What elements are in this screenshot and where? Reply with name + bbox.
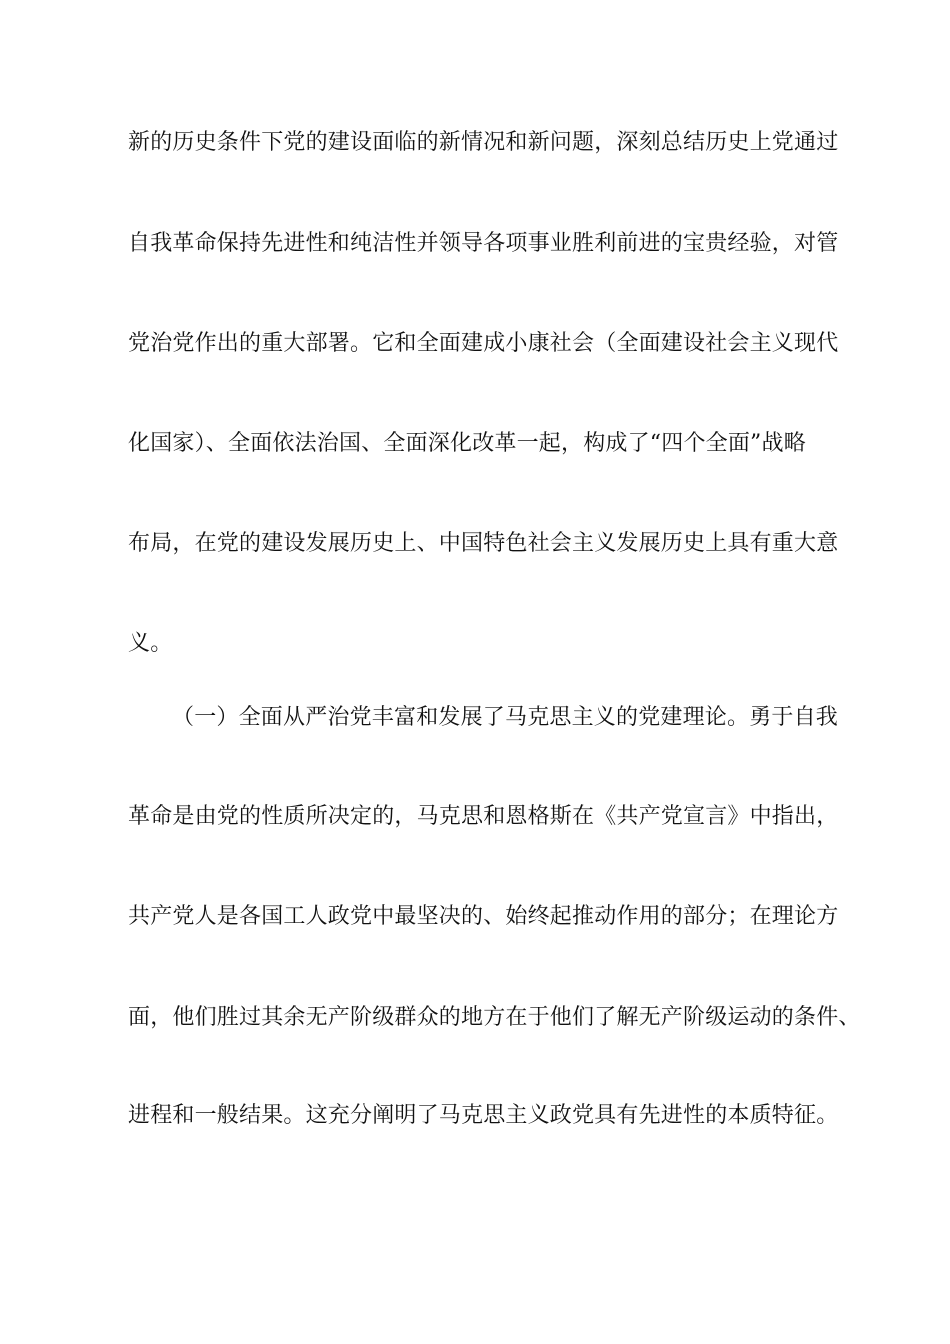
paragraph-line: 新的历史条件下党的建设面临的新情况和新问题，深刻总结历史上党通过 bbox=[128, 130, 839, 155]
paragraph-line: 自我革命保持先进性和纯洁性并领导各项事业胜利前进的宝贵经验，对管 bbox=[128, 231, 839, 256]
paragraph-line: 共产党人是各国工人政党中最坚决的、始终起推动作用的部分；在理论方 bbox=[128, 904, 839, 929]
paragraph-line: 党治党作出的重大部署。它和全面建成小康社会（全面建设社会主义现代 bbox=[128, 331, 839, 356]
paragraph-line: 面，他们胜过其余无产阶级群众的地方在于他们了解无产阶级运动的条件、 bbox=[128, 1005, 861, 1030]
paragraph-line: 义。 bbox=[128, 631, 173, 656]
paragraph-line: 布局，在党的建设发展历史上、中国特色社会主义发展历史上具有重大意 bbox=[128, 531, 839, 556]
paragraph-line: 革命是由党的性质所决定的，马克思和恩格斯在《共产党宣言》中指出， bbox=[128, 804, 839, 829]
paragraph-line: 进程和一般结果。这充分阐明了马克思主义政党具有先进性的本质特征。 bbox=[128, 1103, 839, 1128]
section-heading-line: （一）全面从严治党丰富和发展了马克思主义的党建理论。勇于自我 bbox=[172, 705, 839, 730]
paragraph-line: 化国家）、全面依法治国、全面深化改革一起，构成了“四个全面”战略 bbox=[128, 431, 806, 456]
